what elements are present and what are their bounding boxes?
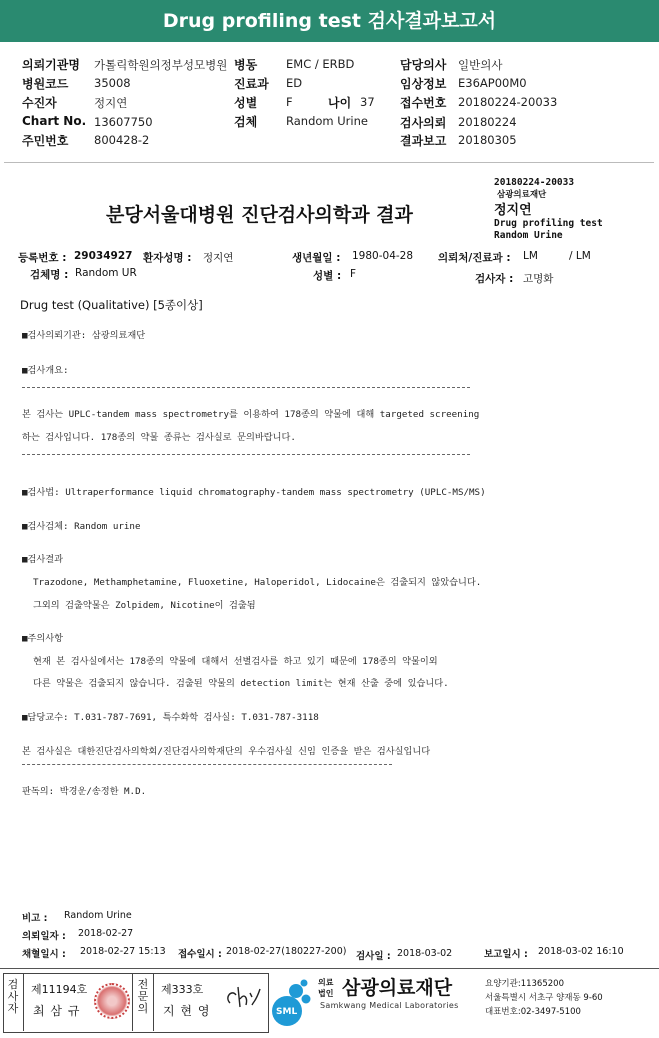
sex-value: F [350,268,357,280]
report-line: ■검사법: Ultraperformance liquid chromatography-tandem mass spectrometry (UPLC-MS/MS) [22,487,486,498]
report-line: ■담당교수: T.031-787-7691, 특수화학 검사실: T.031-787-3118 [22,712,319,723]
code-org: 삼광의료재단 [497,190,547,200]
logo-text: SML [276,1007,298,1017]
dept-value: LM [523,250,538,262]
test-value: 2018-03-02 [397,948,453,959]
summary-value: 20180224 [458,115,517,129]
divider [4,162,654,163]
summary-label: 병원코드 [22,77,69,91]
specialist-license: 제333호 [161,983,204,996]
req-value: 2018-02-27 [78,928,134,939]
report-line: 그외의 검출약물은 Zolpidem, Nicotine이 검출됨 [33,600,256,611]
specialist-label: 전문의 [137,978,149,1015]
report-line: ■검사개요: [22,365,69,376]
summary-label: 주민번호 [22,134,69,148]
specimen-label: 검체명 : [30,269,69,281]
inspector-label: 검사자 [7,978,19,1015]
summary-value: Random Urine [286,114,368,128]
specialist-name: 지 현 영 [163,1004,211,1018]
reg-value: 29034927 [74,250,133,262]
summary-value: 13607750 [94,115,153,129]
code-patient-name: 정지연 [494,203,532,218]
summary-label: 수진자 [22,96,57,110]
summary-value: E36AP00M0 [458,76,527,90]
report-header [0,0,659,42]
org-type-2: 법인 [318,989,334,998]
signature-icon [222,983,262,1013]
report-line: ■검사검체: Random urine [22,521,141,532]
note-value: Random Urine [64,910,132,921]
summary-label: 담당의사 [400,58,447,72]
report-footer [0,968,659,1038]
summary-value: 일반의사 [458,58,503,72]
summary-label: 검사의뢰 [400,116,447,130]
recv-value: 2018-02-27(180227-200) [226,946,347,957]
summary-label: 임상정보 [400,77,447,91]
dob-label: 생년월일 : [292,252,341,264]
summary-label: 의뢰기관명 [22,58,80,72]
org-name: 삼광의료재단 [342,977,453,999]
note-label: 비고 : [22,913,48,924]
summary-label: 결과보고 [400,134,447,148]
draw-value: 2018-02-27 15:13 [80,946,166,957]
inspector-license: 제11194호 [31,983,88,996]
accession-number: 20180224-20033 [494,177,575,188]
summary-label: 접수번호 [400,96,447,110]
code-test-name: Drug profiling test [494,218,603,229]
patient-label: 환자성명 : [143,252,192,264]
summary-value: F [286,95,293,109]
test-label: 검사일 : [356,951,391,962]
reg-label: 등록번호 : [18,252,67,264]
inspector-seal-icon [94,983,130,1019]
report-line: ■주의사항 [22,633,64,644]
draw-label: 채혈일시 : [22,949,66,960]
summary-label: 진료과 [234,77,269,91]
report-line: 현재 본 검사실에서는 178종의 약물에 대해서 선별검사를 하고 있기 때문에 178종의 약물이외 [33,656,438,667]
summary-label: Chart No. [22,114,87,128]
patient-value: 정지연 [203,252,234,264]
dashed-rule [22,454,470,455]
report-line: 본 검사실은 대한진단검사의학회/진단검사의학재단의 우수검사실 신임 인증을 받은 검사실입니다 [22,746,431,757]
report-line: 다른 약물은 검출되지 않습니다. 검출된 약물의 detection limit는 현재 산출 중에 있습니다. [33,678,449,689]
dept-value-2: / LM [569,250,591,262]
report-line: ■검사결과 [22,554,64,565]
tester-value: 고명화 [523,273,554,285]
report-line: 본 검사는 UPLC-tandem mass spectrometry를 이용하여 178종의 약물에 대해 targeted screening [22,409,480,420]
inspector-name: 최 삼 규 [33,1004,81,1018]
report-line: Trazodone, Methamphetamine, Fluoxetine, Haloperidol, Lidocaine은 검출되지 않았습니다. [33,577,482,588]
recv-label: 접수일시 : [178,949,222,960]
sex-label: 성별 : [313,270,342,282]
tester-label: 검사자 : [475,273,514,285]
dept-label: 의뢰처/진료과 : [438,252,511,264]
summary-label: 병동 [234,58,258,72]
dashed-rule [22,387,470,388]
req-label: 의뢰일자 : [22,931,66,942]
org-address: 서울특별시 서초구 양재동 9-60 [485,993,603,1003]
summary-value: 35008 [94,76,131,90]
sml-logo-icon [270,975,316,1029]
summary-value: 800428-2 [94,133,150,147]
summary-label: 나이 [328,96,352,110]
specimen-value: Random UR [75,267,137,279]
summary-value: 20180305 [458,133,517,147]
summary-value: EMC / ERBD [286,57,355,71]
report-line: 하는 검사입니다. 178종의 약물 종류는 검사실로 문의바랍니다. [22,432,296,443]
summary-label: 성별 [234,96,258,110]
summary-label: 검체 [234,115,258,129]
report-line: ■검사의뢰기관: 삼광의료재단 [22,330,146,341]
section-title: Drug test (Qualitative) [5종이상] [20,298,203,312]
summary-value: 20180224-20033 [458,95,558,109]
rep-value: 2018-03-02 16:10 [538,946,624,957]
org-name-en: Samkwang Medical Laboratories [320,1001,459,1010]
org-phone: 대표번호:02-3497-5100 [485,1007,581,1017]
summary-value: 정지연 [94,96,128,110]
code-specimen: Random Urine [494,230,563,241]
summary-value: 37 [360,95,375,109]
dashed-rule [22,764,392,765]
org-code: 요양기관:11365200 [485,979,564,989]
summary-value: ED [286,76,303,90]
report-title: Drug profiling test 검사결과보고서 [162,10,497,32]
report-line: 판독의: 박경운/송정한 M.D. [22,786,147,797]
org-type-1: 의료 [318,978,334,987]
summary-value: 가톨릭학원의정부성모병원 [94,58,228,72]
lab-report-title: 분당서울대병원 진단검사의학과 결과 [106,204,413,226]
dob-value: 1980-04-28 [352,250,414,262]
rep-label: 보고일시 : [484,949,528,960]
